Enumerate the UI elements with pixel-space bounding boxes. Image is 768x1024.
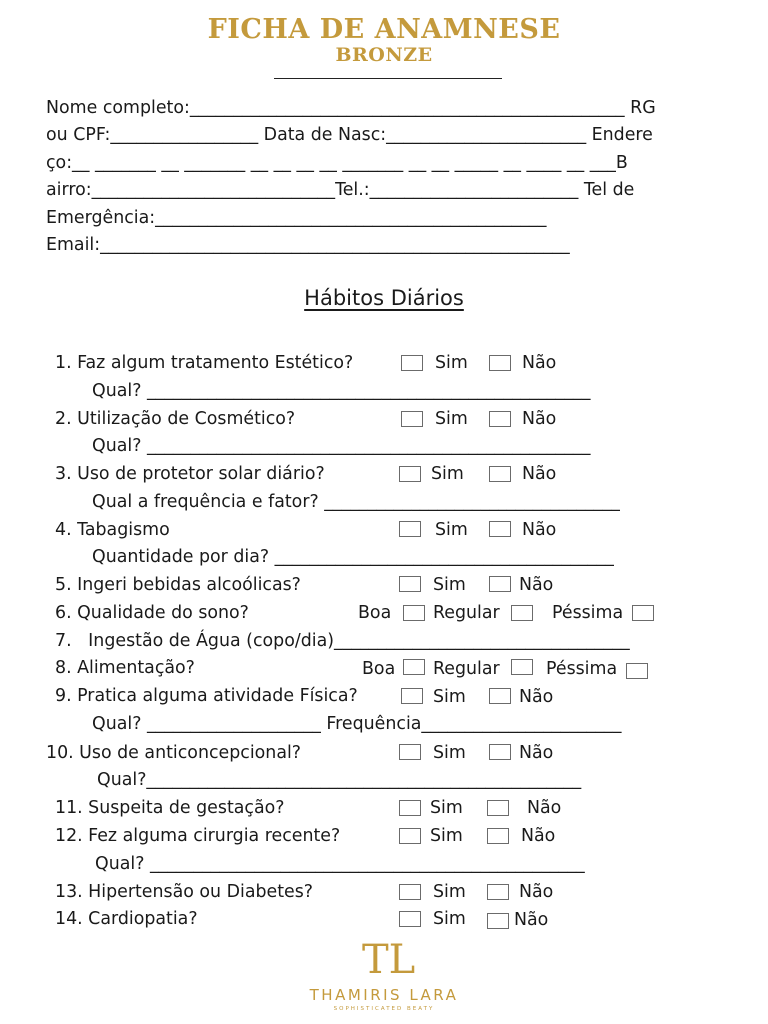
option-label: Péssima (546, 659, 618, 679)
checkbox-nao[interactable] (489, 521, 511, 537)
checkbox-nao[interactable] (489, 466, 511, 482)
checkbox-nao[interactable] (489, 576, 511, 592)
section-title: Hábitos Diários (304, 286, 464, 310)
checkbox-sim[interactable] (399, 911, 421, 927)
option-label: Sim (435, 409, 468, 429)
checkbox-nao[interactable] (487, 884, 509, 900)
checkbox-sim[interactable] (401, 355, 423, 371)
question-label: 14. Cardiopatia? (55, 909, 198, 929)
option-label: Boa (362, 659, 396, 679)
question-label: 2. Utilização de Cosmético? (55, 409, 296, 429)
option-label: Sim (430, 826, 463, 846)
brand-logo (0, 938, 768, 1014)
checkbox-boa[interactable] (403, 659, 425, 675)
question-label: 4. Tabagismo (55, 520, 170, 540)
checkbox-nao[interactable] (489, 411, 511, 427)
field-emergencia[interactable]: Emergência:_____________________________________________ (46, 208, 547, 228)
answer-line[interactable]: Qual? __________________________________________________ (95, 854, 585, 874)
question-label: 5. Ingeri bebidas alcoólicas? (55, 575, 301, 595)
brand-tagline: SOPHISTICATED BEATY (333, 1006, 435, 1012)
checkbox-regular[interactable] (511, 659, 533, 675)
option-label: Sim (433, 575, 466, 595)
question-label: 9. Pratica alguma atividade Física? (55, 686, 358, 706)
option-label: Sim (435, 353, 468, 373)
answer-line[interactable]: Qual? ___________________________________________________ (92, 436, 591, 456)
answer-line[interactable]: Qual? ___________________________________________________ (92, 381, 591, 401)
checkbox-nao[interactable] (489, 688, 511, 704)
answer-line[interactable]: Qual?__________________________________________________ (97, 770, 582, 790)
answer-line[interactable]: Qual a frequência e fator? __________________________________ (92, 492, 620, 512)
option-label: Não (521, 826, 556, 846)
form-title: FICHA DE ANAMNESE (207, 14, 561, 45)
question-label: 12. Fez alguma cirurgia recente? (55, 826, 341, 846)
option-label: Não (519, 743, 554, 763)
checkbox-sim[interactable] (399, 884, 421, 900)
checkbox-sim[interactable] (399, 466, 421, 482)
option-label: Sim (431, 464, 464, 484)
option-label: Não (522, 464, 557, 484)
checkbox-sim[interactable] (399, 744, 421, 760)
field-nome-rg[interactable]: Nome completo:__________________________________________________ RG (46, 98, 656, 118)
checkbox-nao[interactable] (489, 744, 511, 760)
option-label: Não (522, 520, 557, 540)
checkbox-pessima[interactable] (632, 605, 654, 621)
answer-line[interactable]: Qual? ____________________ Frequência_______________________ (92, 714, 622, 734)
checkbox-pessima[interactable] (626, 663, 648, 679)
monogram-icon: TL (362, 937, 416, 983)
option-label: Não (522, 409, 557, 429)
question-label: 8. Alimentação? (55, 658, 195, 678)
checkbox-sim[interactable] (401, 688, 423, 704)
option-label: Sim (433, 882, 466, 902)
form-subtitle: BRONZE (335, 44, 433, 66)
checkbox-sim[interactable] (399, 828, 421, 844)
answer-line[interactable]: 7. Ingestão de Água (copo/dia)__________________________________ (55, 631, 630, 651)
question-label: 13. Hipertensão ou Diabetes? (55, 882, 314, 902)
option-label: Péssima (552, 603, 624, 623)
checkbox-nao[interactable] (487, 800, 509, 816)
field-email[interactable]: Email:______________________________________________________ (46, 235, 570, 255)
option-label: Não (519, 687, 554, 707)
option-label: Sim (433, 909, 466, 929)
question-label: 11. Suspeita de gestação? (55, 798, 285, 818)
question-label: 10. Uso de anticoncepcional? (46, 743, 302, 763)
answer-line[interactable]: Quantidade por dia? _______________________________________ (92, 547, 614, 567)
option-label: Sim (433, 687, 466, 707)
field-cpf-nascimento[interactable]: ou CPF:_________________ Data de Nasc:_______________________ Endere (46, 125, 653, 145)
option-label: Boa (358, 603, 392, 623)
option-label: Regular (433, 659, 500, 679)
brand-name: THAMIRIS LARA (309, 986, 459, 1004)
option-label: Sim (435, 520, 468, 540)
checkbox-sim[interactable] (399, 800, 421, 816)
option-label: Não (519, 575, 554, 595)
option-label: Não (527, 798, 562, 818)
option-label: Regular (433, 603, 500, 623)
checkbox-sim[interactable] (399, 576, 421, 592)
title-divider (274, 78, 502, 79)
checkbox-nao[interactable] (487, 828, 509, 844)
option-label: Não (522, 353, 557, 373)
question-label: 6. Qualidade do sono? (55, 603, 249, 623)
field-bairro-telefone[interactable]: airro:____________________________Tel.:________________________ Tel de (46, 180, 635, 200)
option-label: Sim (430, 798, 463, 818)
checkbox-sim[interactable] (401, 411, 423, 427)
checkbox-nao[interactable] (489, 355, 511, 371)
option-label: Não (514, 910, 549, 930)
checkbox-nao[interactable] (487, 913, 509, 929)
question-label: 3. Uso de protetor solar diário? (55, 464, 325, 484)
checkbox-boa[interactable] (403, 605, 425, 621)
option-label: Sim (433, 743, 466, 763)
checkbox-regular[interactable] (511, 605, 533, 621)
checkbox-sim[interactable] (399, 521, 421, 537)
option-label: Não (519, 882, 554, 902)
question-label: 1. Faz algum tratamento Estético? (55, 353, 354, 373)
field-endereco[interactable]: ço:__ _______ __ _______ __ __ __ __ _______ __ __ _____ __ ____ __ ___B (46, 153, 628, 173)
